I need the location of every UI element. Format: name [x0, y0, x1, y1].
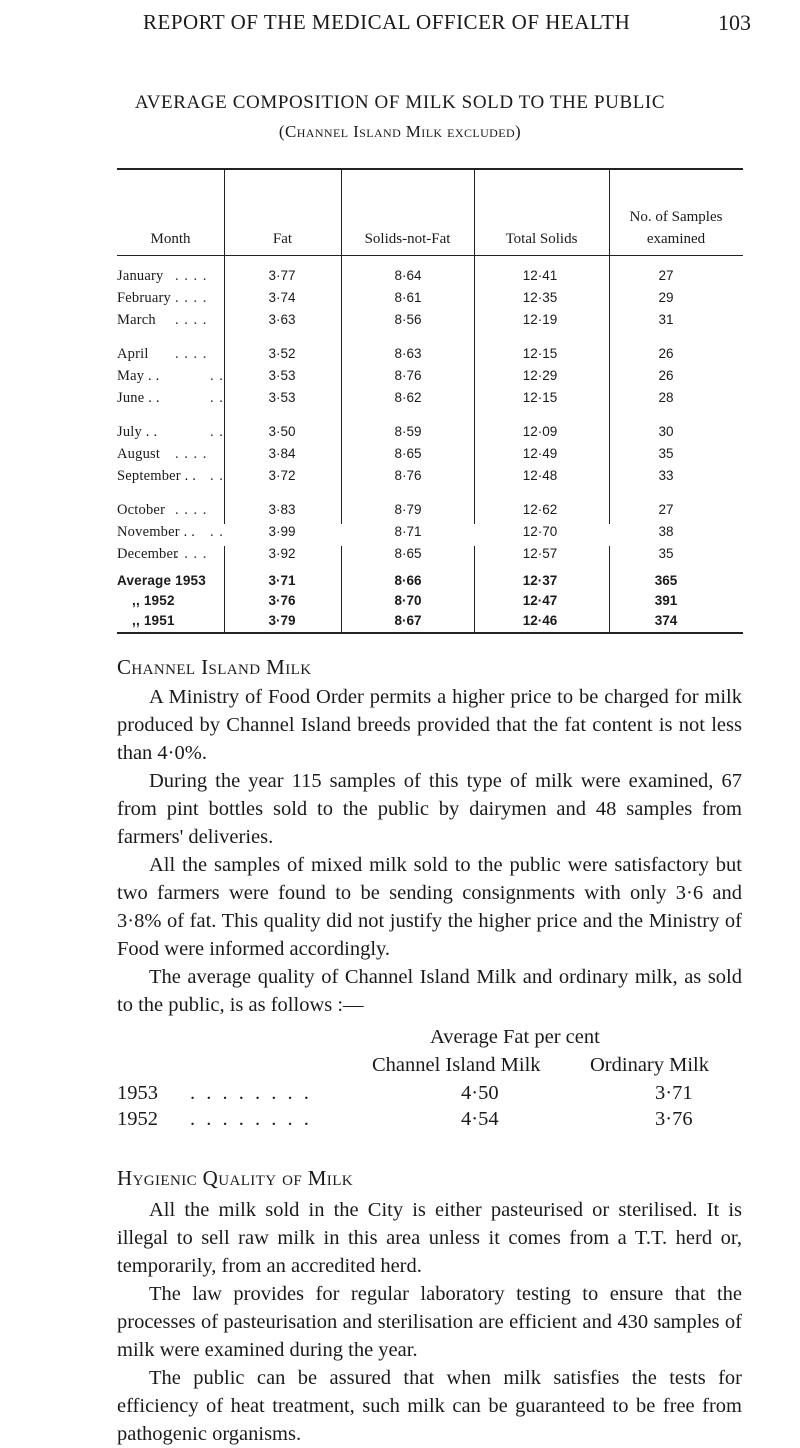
comparison-year: 1953	[117, 1082, 158, 1104]
total-solids-cell: 12·46	[522, 613, 558, 628]
leader-dots: . . . .	[175, 546, 208, 562]
section-heading-hygienic-quality: Hygienic Quality of Milk	[117, 1166, 353, 1190]
average-label: Average 1953	[117, 573, 206, 588]
average-label: ,, 1951	[132, 613, 175, 628]
month-cell: December	[117, 546, 179, 562]
paragraph: The law provides for regular laboratory testing to ensure that the processes of pasteurisation and sterilisation are efficient and 430 samples of milk were examined during the year.	[117, 1283, 742, 1361]
month-cell: April	[117, 346, 149, 362]
total-solids-cell: 12·57	[522, 546, 558, 561]
total-solids-cell: 12·47	[522, 593, 558, 608]
fat-cell: 3·74	[268, 290, 296, 305]
samples-cell: 28	[658, 390, 674, 405]
leader-dots: . .	[210, 390, 224, 406]
month-cell: November . .	[117, 524, 196, 540]
month-cell: October	[117, 502, 166, 518]
snf-cell: 8·59	[394, 424, 422, 439]
samples-cell: 26	[658, 346, 674, 361]
month-cell: March	[117, 312, 156, 328]
comparison-ordinary-value: 3·71	[655, 1082, 693, 1104]
snf-cell: 8·65	[394, 446, 422, 461]
leader-dots: . . . .	[175, 446, 208, 462]
month-cell: January	[117, 268, 164, 284]
table-subtitle: (Channel Island Milk excluded)	[278, 122, 522, 141]
total-solids-cell: 12·41	[522, 268, 558, 283]
total-solids-cell: 12·09	[522, 424, 558, 439]
leader-dots: . . . .	[175, 312, 208, 328]
hygienic-text	[117, 1196, 742, 1448]
fat-cell: 3·99	[268, 524, 296, 539]
samples-cell: 35	[658, 446, 674, 461]
fat-cell: 3·77	[268, 268, 296, 283]
leader-dots: . . . .	[175, 268, 208, 284]
total-solids-cell: 12·35	[522, 290, 558, 305]
column-header-samples: No. of Samples	[629, 209, 723, 225]
column-header-month: Month	[150, 231, 191, 247]
fat-cell: 3·83	[268, 502, 296, 517]
comparison-ci-value: 4·54	[461, 1108, 499, 1130]
fat-cell: 3·50	[268, 424, 296, 439]
month-cell: June . .	[117, 390, 160, 406]
fat-cell: 3·76	[268, 593, 296, 608]
total-solids-cell: 12·37	[522, 573, 558, 588]
table-row	[0, 468, 800, 490]
total-solids-cell: 12·15	[522, 346, 558, 361]
paragraph: A Ministry of Food Order permits a higher price to be charged for milk produced by Channel Island breeds provided that the fat content is not less than 4·0%.	[117, 686, 742, 764]
month-cell: May . .	[117, 368, 160, 384]
average-row	[0, 573, 800, 595]
snf-cell: 8·67	[394, 613, 422, 628]
column-header-solids-not-fat: Solids-not-Fat	[364, 231, 451, 247]
snf-cell: 8·79	[394, 502, 422, 517]
table-row	[0, 546, 800, 568]
average-label: ,, 1952	[132, 593, 175, 608]
leader-dots: . . . . . . . .	[190, 1108, 312, 1130]
section-heading-channel-island: Channel Island Milk	[117, 655, 312, 679]
paragraph: All the samples of mixed milk sold to the public were satisfactory but two farmers were found to be sending consignments with only 3·6 and 3·8% of fat. This quality did not justify the higher price and the Ministry of Food were informed accordingly.	[117, 854, 742, 960]
comparison-ordinary-value: 3·76	[655, 1108, 693, 1130]
samples-cell: 391	[654, 593, 678, 608]
snf-cell: 8·70	[394, 593, 422, 608]
comparison-heading: Average Fat per cent	[430, 1026, 600, 1048]
paragraph: The average quality of Channel Island Milk and ordinary milk, as sold to the public, is as follows :—	[117, 966, 742, 1016]
table-header-rule	[117, 255, 743, 256]
total-solids-cell: 12·49	[522, 446, 558, 461]
table-row	[0, 446, 800, 468]
samples-cell: 35	[658, 546, 674, 561]
table-title: AVERAGE COMPOSITION OF MILK SOLD TO THE PUBLIC	[134, 92, 666, 113]
table-row	[0, 312, 800, 334]
samples-cell: 26	[658, 368, 674, 383]
fat-cell: 3·52	[268, 346, 296, 361]
fat-cell: 3·53	[268, 368, 296, 383]
total-solids-cell: 12·70	[522, 524, 558, 539]
paragraph: All the milk sold in the City is either pasteurised or sterilised. It is illegal to sell raw milk in this area unless it comes from a T.T. herd or, temporarily, from an accredited herd.	[117, 1199, 742, 1277]
leader-dots: . .	[210, 468, 224, 484]
fat-cell: 3·79	[268, 613, 296, 628]
average-row	[0, 593, 800, 615]
table-row	[0, 368, 800, 390]
table-row	[0, 268, 800, 290]
table-row	[0, 424, 800, 446]
month-cell: September . .	[117, 468, 197, 484]
fat-cell: 3·72	[268, 468, 296, 483]
fat-cell: 3·84	[268, 446, 296, 461]
leader-dots: . . . . . . . .	[190, 1082, 312, 1104]
table-row	[0, 524, 800, 546]
month-cell: February	[117, 290, 171, 306]
snf-cell: 8·76	[394, 368, 422, 383]
snf-cell: 8·64	[394, 268, 422, 283]
total-solids-cell: 12·48	[522, 468, 558, 483]
table-row	[0, 390, 800, 412]
total-solids-cell: 12·15	[522, 390, 558, 405]
samples-cell: 38	[658, 524, 674, 539]
leader-dots: . . . .	[175, 290, 208, 306]
total-solids-cell: 12·29	[522, 368, 558, 383]
samples-cell: 30	[658, 424, 674, 439]
snf-cell: 8·66	[394, 573, 422, 588]
leader-dots: . .	[210, 368, 224, 384]
comparison-column-channel-island: Channel Island Milk	[372, 1054, 541, 1076]
table-top-rule	[117, 168, 743, 170]
report-title: REPORT OF THE MEDICAL OFFICER OF HEALTH	[143, 10, 631, 34]
fat-cell: 3·92	[268, 546, 296, 561]
leader-dots: . . . .	[175, 502, 208, 518]
leader-dots: . .	[210, 424, 224, 440]
snf-cell: 8·63	[394, 346, 422, 361]
month-cell: August	[117, 446, 161, 462]
samples-cell: 27	[658, 268, 674, 283]
column-header-samples-line2: examined	[646, 231, 706, 247]
comparison-ci-value: 4·50	[461, 1082, 499, 1104]
samples-cell: 29	[658, 290, 674, 305]
snf-cell: 8·56	[394, 312, 422, 327]
fat-cell: 3·71	[268, 573, 296, 588]
page-number: 103	[718, 10, 751, 35]
samples-cell: 31	[658, 312, 674, 327]
column-header-total-solids: Total Solids	[505, 231, 578, 247]
fat-cell: 3·63	[268, 312, 296, 327]
table-row	[0, 346, 800, 368]
samples-cell: 374	[654, 613, 678, 628]
comparison-column-ordinary: Ordinary Milk	[590, 1054, 709, 1076]
leader-dots: . .	[210, 524, 224, 540]
snf-cell: 8·71	[394, 524, 422, 539]
paragraph: During the year 115 samples of this type of milk were examined, 67 from pint bottles sold to the public by dairymen and 48 samples from farmers' deliveries.	[117, 770, 742, 848]
table-row	[0, 502, 800, 524]
month-cell: July . .	[117, 424, 158, 440]
paragraph: The public can be assured that when milk satisfies the tests for efficiency of heat treatment, such milk can be guaranteed to be free from pathogenic organisms.	[117, 1367, 742, 1445]
total-solids-cell: 12·19	[522, 312, 558, 327]
total-solids-cell: 12·62	[522, 502, 558, 517]
leader-dots: . . . .	[175, 346, 208, 362]
samples-cell: 27	[658, 502, 674, 517]
snf-cell: 8·65	[394, 546, 422, 561]
channel-island-text	[117, 683, 742, 1019]
average-row	[0, 613, 800, 635]
snf-cell: 8·62	[394, 390, 422, 405]
snf-cell: 8·61	[394, 290, 422, 305]
table-row	[0, 290, 800, 312]
running-header	[0, 10, 800, 42]
samples-cell: 33	[658, 468, 674, 483]
samples-cell: 365	[654, 573, 678, 588]
comparison-year: 1952	[117, 1108, 158, 1130]
snf-cell: 8·76	[394, 468, 422, 483]
fat-cell: 3·53	[268, 390, 296, 405]
column-header-fat: Fat	[272, 231, 293, 247]
